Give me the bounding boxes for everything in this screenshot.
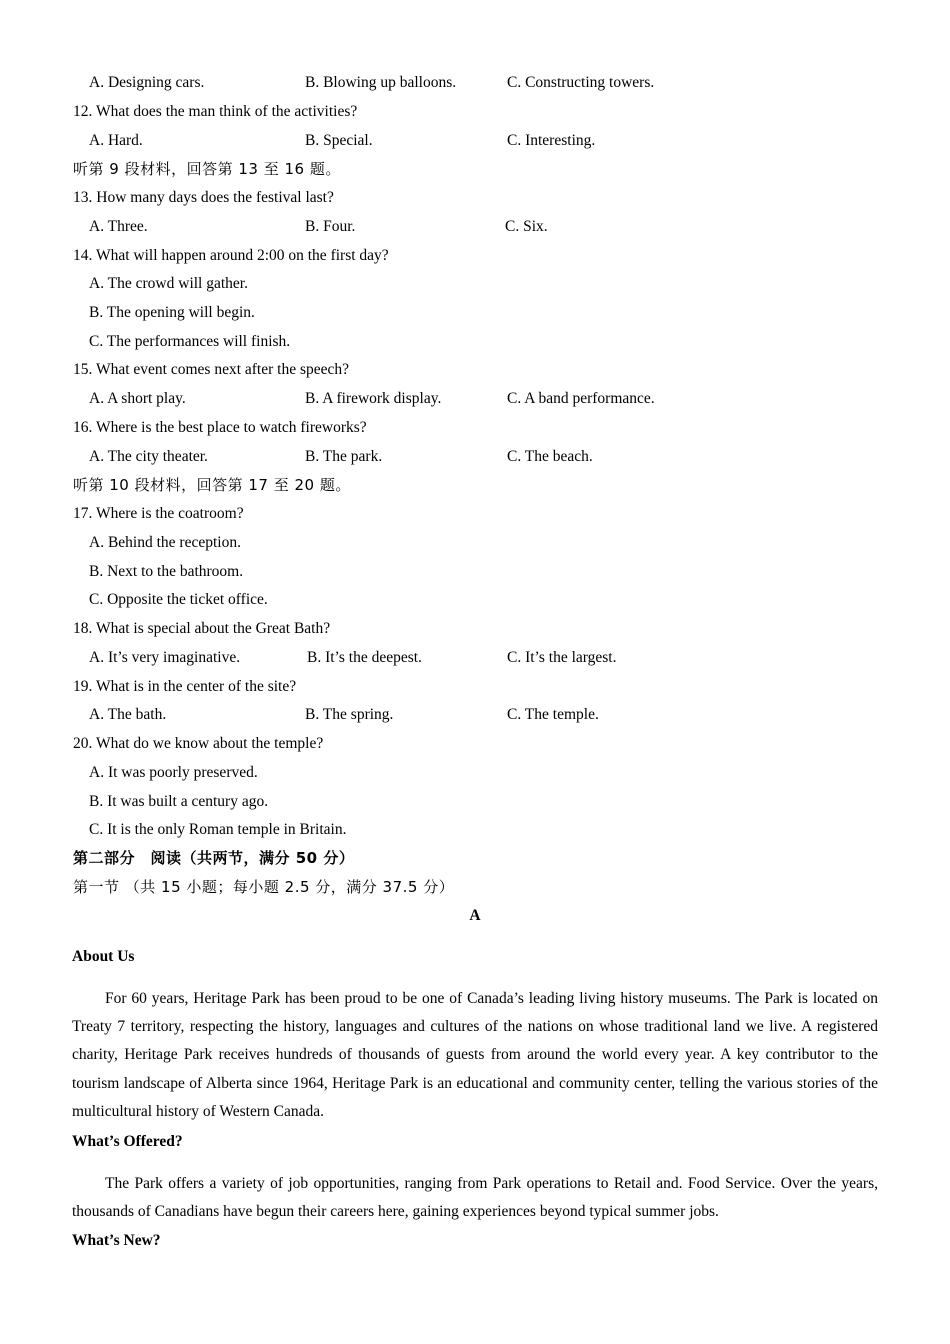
q13-options (0, 214, 950, 240)
q13-option-c: C. Six. (505, 218, 548, 235)
q18-option-c: C. It’s the largest. (507, 649, 617, 666)
q11-option-a: A. Designing cars. (89, 74, 205, 91)
q18-question: 18. What is special about the Great Bath? (73, 620, 331, 637)
q12-options (0, 128, 950, 154)
q18-option-b: B. It’s the deepest. (307, 649, 422, 666)
instruction-material-10: 听第 10 段材料，回答第 17 至 20 题。 (73, 476, 351, 494)
q16-option-b: B. The park. (305, 448, 383, 465)
q11-options (0, 70, 950, 96)
heading-whats-new: What’s New? (72, 1232, 161, 1249)
q17-option-a: A. Behind the reception. (89, 534, 241, 551)
q12-option-c: C. Interesting. (507, 132, 596, 149)
q17-question: 17. Where is the coatroom? (73, 505, 244, 522)
q17-option-c: C. Opposite the ticket office. (89, 591, 268, 608)
q16-options (0, 444, 950, 470)
q14-option-c: C. The performances will finish. (89, 333, 291, 350)
q19-option-a: A. The bath. (89, 706, 167, 723)
q12-question: 12. What does the man think of the activities? (73, 103, 358, 120)
q19-option-c: C. The temple. (507, 706, 599, 723)
paragraph-about-us: For 60 years, Heritage Park has been proud to be one of Canada’s leading living history museums. The Park is located on Treaty 7 territory, respecting the history, languages and cultures of the nations on whose traditional land we live. A registered charity, Heritage Park receives hundreds of thousands of guests from around the world every year. A key contributor to the tourism landscape of Alberta since 1964, Heritage Park is an educational and community center, telling the various stories of the multicultural history of Western Canada. (72, 990, 878, 1120)
q11-option-c: C. Constructing towers. (507, 74, 655, 91)
instruction-material-9: 听第 9 段材料，回答第 13 至 16 题。 (73, 160, 341, 178)
heading-whats-offered: What’s Offered? (72, 1133, 183, 1150)
q15-options (0, 386, 950, 412)
q20-option-c: C. It is the only Roman temple in Britain. (89, 821, 347, 838)
q16-option-c: C. The beach. (507, 448, 593, 465)
q14-question: 14. What will happen around 2:00 on the first day? (73, 247, 389, 264)
q14-option-b: B. The opening will begin. (89, 304, 255, 321)
q12-option-b: B. Special. (305, 132, 373, 149)
q19-option-b: B. The spring. (305, 706, 394, 723)
q15-option-b: B. A firework display. (305, 390, 442, 407)
q15-option-a: A. A short play. (89, 390, 186, 407)
q20-option-b: B. It was built a century ago. (89, 793, 269, 810)
paragraph-whats-offered: The Park offers a variety of job opportunities, ranging from Park operations to Retail and. Food Service. Over the years, thousands of Canadians have begun their careers here, gaining experiences beyond typical summer jobs. (72, 1175, 878, 1221)
section1-title: 第一节 （共 15 小题；每小题 2.5 分，满分 37.5 分） (73, 878, 455, 896)
q11-option-b: B. Blowing up balloons. (305, 74, 457, 91)
q12-option-a: A. Hard. (89, 132, 143, 149)
q19-options (0, 702, 950, 728)
q20-option-a: A. It was poorly preserved. (89, 764, 258, 781)
q16-option-a: A. The city theater. (89, 448, 208, 465)
passage-label: A (469, 907, 481, 924)
part2-title: 第二部分 阅读（共两节，满分 50 分） (73, 849, 355, 867)
q16-question: 16. Where is the best place to watch fireworks? (73, 419, 367, 436)
q13-option-a: A. Three. (89, 218, 148, 235)
q15-question: 15. What event comes next after the speech? (73, 361, 350, 378)
q18-option-a: A. It’s very imaginative. (89, 649, 241, 666)
q19-question: 19. What is in the center of the site? (73, 678, 297, 695)
q18-options (0, 645, 950, 671)
heading-about-us: About Us (72, 948, 135, 965)
q14-option-a: A. The crowd will gather. (89, 275, 248, 292)
q17-option-b: B. Next to the bathroom. (89, 563, 244, 580)
q13-option-b: B. Four. (305, 218, 356, 235)
q15-option-c: C. A band performance. (507, 390, 655, 407)
q13-question: 13. How many days does the festival last? (73, 189, 334, 206)
q20-question: 20. What do we know about the temple? (73, 735, 324, 752)
